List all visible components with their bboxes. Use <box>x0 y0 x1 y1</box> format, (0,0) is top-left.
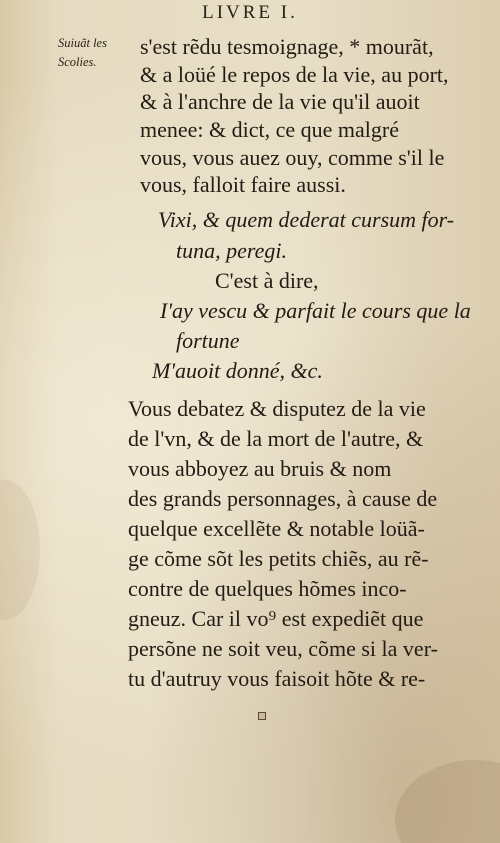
paper-stain <box>395 760 500 843</box>
running-head: LIVRE I. <box>202 2 298 23</box>
text-line: de l'vn, & de la mort de l'autre, & <box>128 426 424 451</box>
text-line: tu d'autruy vous faisoit hõte & re- <box>128 666 426 691</box>
text-line: & à l'anchre de la vie qu'il auoit <box>140 89 420 114</box>
text-line: gneuz. Car il vo⁹ est expediẽt que <box>128 606 424 631</box>
marginal-note-line: Suiuãt les <box>58 36 107 50</box>
verse-line: Vixi, & quem dederat cursum for- <box>158 207 455 232</box>
verse-line: tuna, peregi. <box>176 238 287 263</box>
verse-line: M'auoit donné, &c. <box>152 358 323 383</box>
text-line: contre de quelques hõmes inco- <box>128 576 407 601</box>
text-line: menee: & dict, ce que malgré <box>140 117 399 142</box>
marginal-note-line: Scolies. <box>58 55 97 69</box>
text-line: & a loüé le repos de la vie, au port, <box>140 62 449 87</box>
text-line: vous, vous auez ouy, comme s'il le <box>140 145 445 170</box>
text-line: des grands personnages, à cause de <box>128 486 438 511</box>
text-line: vous, falloit faire aussi. <box>140 172 346 197</box>
marginal-note <box>58 34 138 72</box>
text-line: quelque excellẽte & notable loüã- <box>128 516 425 541</box>
verse-line: fortune <box>176 328 240 353</box>
verse-line: I'ay vescu & parfait le cours que la <box>160 298 471 323</box>
text-line: ge cõme sõt les petits chiẽs, au rẽ- <box>128 546 429 571</box>
ornament-icon <box>258 712 266 720</box>
text-line: vous abboyez au bruis & nom <box>128 456 392 481</box>
text-line: C'est à dire, <box>215 268 319 293</box>
text-line: Vous debatez & disputez de la vie <box>128 396 426 421</box>
text-line: persõne ne soit veu, cõme si la ver- <box>128 636 438 661</box>
text-line: s'est rẽdu tesmoignage, * mourãt, <box>140 34 434 59</box>
paper-stain <box>0 480 40 620</box>
